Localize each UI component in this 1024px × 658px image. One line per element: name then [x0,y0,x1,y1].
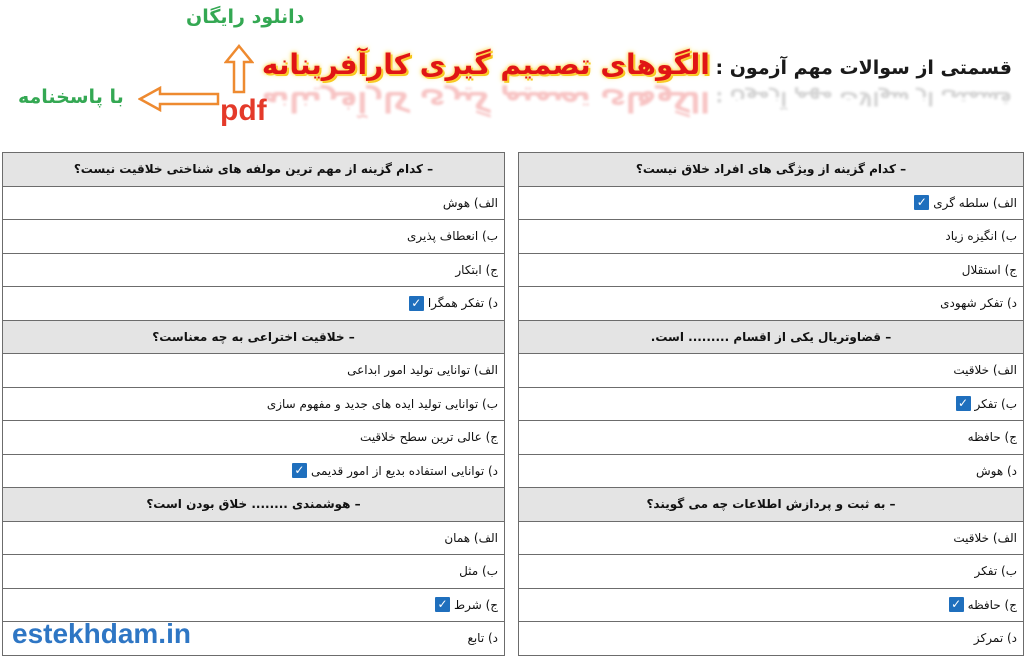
option-text: ب) مثل [459,564,498,579]
option-text: ج) عالی ترین سطح خلاقیت [360,430,498,445]
option-row[interactable] [3,187,504,221]
option-row[interactable] [3,287,504,321]
checkmark-icon: ✓ [435,597,450,612]
option-text: الف) توانایی تولید امور ابداعی [347,363,498,378]
promo-download-free: دانلود رایگان [186,6,305,28]
option-text: ب) انعطاف پذیری [406,229,498,244]
option-row[interactable] [3,220,504,254]
site-url[interactable]: estekhdam.in [12,618,191,649]
option-text: الف) خلاقیت [953,530,1017,545]
arrow-up-icon [224,44,254,94]
option-text: ب) انگیزه زیاد [945,229,1017,244]
option-text: ج) حافظه [967,430,1017,445]
option-text: الف) هوش [442,195,498,210]
title-reflection-main: الگوهای تصمیم گیری کارآفرینانه [261,85,710,118]
option-text: د) توانایی استفاده بدیع از امور قدیمی [310,463,498,478]
checkmark-icon: ✓ [956,396,971,411]
option-text: ج) ابتکار [455,262,498,277]
option-text: د) تفکر همگرا [427,296,498,311]
option-row[interactable] [3,455,504,489]
option-row[interactable] [519,622,1023,656]
option-row[interactable] [3,388,504,422]
option-row[interactable] [519,254,1023,288]
question-table-right [518,152,1024,656]
checkmark-icon: ✓ [409,296,424,311]
option-row[interactable] [519,555,1023,589]
option-row[interactable] [519,220,1023,254]
question-row: – به ثبت و پردازش اطلاعات چه می گویند؟ [519,488,1023,522]
option-row[interactable] [519,388,1023,422]
question-row: – خلاقیت اختراعی به چه معناست؟ [3,321,504,355]
promo-with-answers: با پاسخنامه [18,86,124,108]
title-main: الگوهای تصمیم گیری کارآفرینانه [261,48,710,81]
option-text: الف) همان [444,530,498,545]
option-text: ب) توانایی تولید ایده های جدید و مفهوم سازی [266,396,498,411]
question-row: – قضاوتریال یکی از اقسام ......... است. [519,321,1023,355]
option-text: د) تابع [467,631,498,646]
option-row[interactable] [519,187,1023,221]
option-text: ب) تفکر [974,396,1017,411]
checkmark-icon: ✓ [914,195,929,210]
title-prefix: قسمتی از سوالات مهم آزمون : [715,57,1012,79]
option-row[interactable] [3,555,504,589]
checkmark-icon: ✓ [292,463,307,478]
option-row[interactable] [519,354,1023,388]
option-text: د) تمرکز [973,631,1017,646]
option-row[interactable] [3,354,504,388]
title-reflection [262,84,1012,118]
option-text: ج) شرط [453,597,498,612]
option-text: ب) تفکر [974,564,1017,579]
option-text: د) هوش [975,463,1017,478]
option-text: الف) سلطه گری [933,195,1017,210]
option-text: ج) استقلال [961,262,1017,277]
option-row[interactable] [519,287,1023,321]
option-row[interactable] [3,421,504,455]
arrow-left-icon [138,86,220,112]
page-title [262,48,1012,81]
question-table-left [2,152,505,656]
question-row: – کدام گزینه از ویژگی های افراد خلاق نیست؟ [519,153,1023,187]
option-row[interactable] [3,254,504,288]
option-row[interactable] [519,421,1023,455]
option-row[interactable] [519,522,1023,556]
option-row[interactable] [3,589,504,623]
pdf-label: pdf [220,94,267,127]
checkmark-icon: ✓ [949,597,964,612]
option-row[interactable] [519,589,1023,623]
question-row: – هوشمندی ........ خلاق بودن است؟ [3,488,504,522]
option-text: ج) حافظه [967,597,1017,612]
title-reflection-prefix: قسمتی از سوالات مهم آزمون : [715,87,1012,109]
option-row[interactable] [519,455,1023,489]
option-text: د) تفکر شهودی [940,296,1017,311]
option-row[interactable] [3,522,504,556]
question-row: – کدام گزینه از مهم ترین مولفه های شناختی خلاقیت نیست؟ [3,153,504,187]
option-text: الف) خلاقیت [953,363,1017,378]
